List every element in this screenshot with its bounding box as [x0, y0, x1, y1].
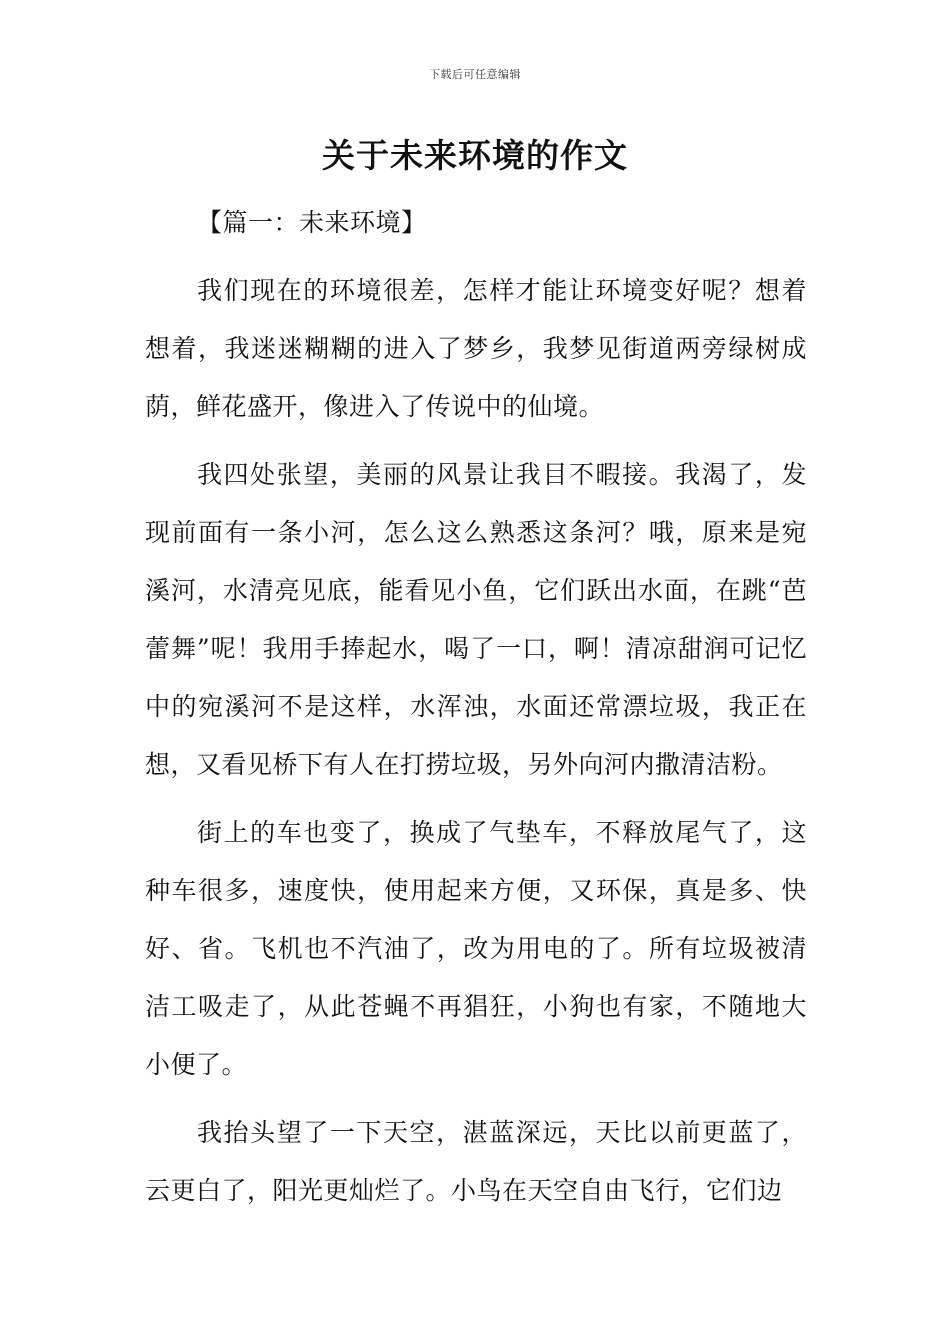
document-body	[145, 194, 807, 1230]
paragraph-3: 街上的车也变了，换成了气垫车，不释放尾气了，这种车很多，速度快，使用起来方便，又环保，真是多、快好、省。飞机也不汽油了，改为用电的了。所有垃圾被清洁工吸走了，从此苍蝇不再猖狂，小狗也有家，不随地大小便了。	[145, 818, 807, 1079]
header-note: 下载后可任意编辑	[429, 68, 521, 81]
paragraph-4: 我抬头望了一下天空，湛蓝深远，天比以前更蓝了，云更白了，阳光更灿烂了。小鸟在天空自由飞行，它们边	[145, 1118, 807, 1205]
section-heading: 【篇一：未来环境】	[197, 208, 427, 237]
paragraph-1: 我们现在的环境很差，怎样才能让环境变好呢？想着想着，我迷迷糊糊的进入了梦乡，我梦见街道两旁绿树成荫，鲜花盛开，像进入了传说中的仙境。	[145, 276, 807, 421]
paragraph-2: 我四处张望，美丽的风景让我目不暇接。我渴了，发现前面有一条小河，怎么这么熟悉这条河？哦，原来是宛溪河，水清亮见底，能看见小鱼，它们跃出水面，在跳“芭蕾舞”呢！我用手捧起水，喝了一口，啊！清凉甜润可记忆中的宛溪河不是这样，水浑浊，水面还常漂垃圾，我正在想，又看见桥下有人在打捞垃圾，另外向河内撒清洁粉。	[145, 460, 807, 779]
document-title: 关于未来环境的作文	[322, 136, 628, 175]
